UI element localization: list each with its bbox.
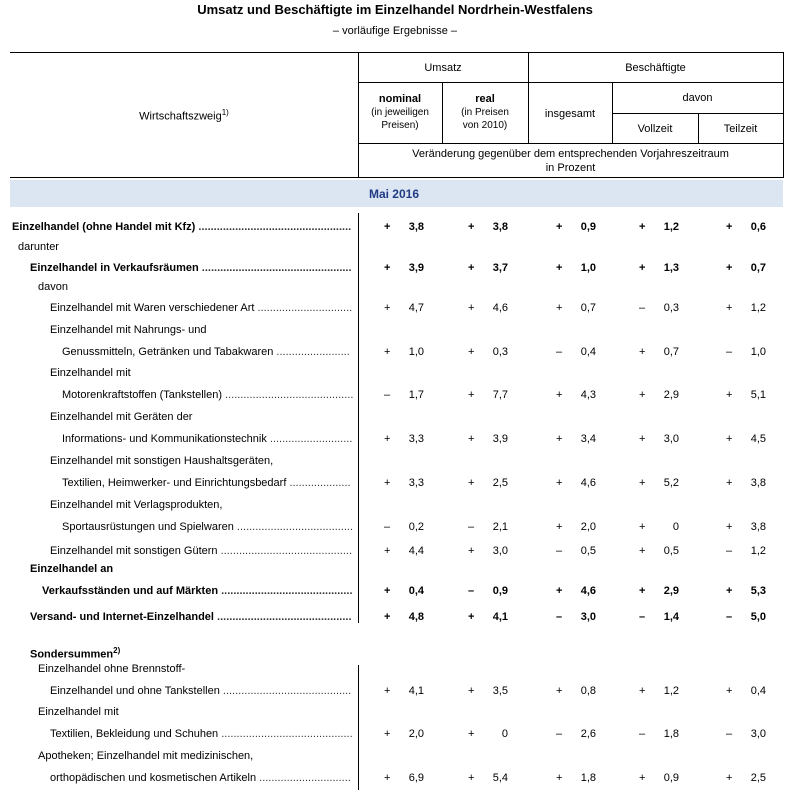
value-cell: – 1,4 — [639, 611, 679, 623]
value-cell: + 4,6 — [468, 302, 508, 314]
header-davon: davon — [682, 92, 713, 104]
value-cell: + 1,2 — [726, 302, 766, 314]
row-label: Einzelhandel mit sonstigen Gütern ........................................... — [50, 545, 353, 557]
page-title: Umsatz und Beschäftigte im Einzelhandel Nordrhein-Westfalens — [197, 2, 593, 17]
dot-leader: .................................................. — [195, 221, 352, 233]
value-cell: – 0,2 — [384, 521, 424, 533]
value-cell: + 2,9 — [639, 389, 679, 401]
value-cell: + 5,4 — [468, 772, 508, 784]
value-cell: – 2,1 — [468, 521, 508, 533]
value-cell: + 1,8 — [556, 772, 596, 784]
value-cell: + 2,5 — [468, 477, 508, 489]
row-label: Motorenkraftstoffen (Tankstellen) .......................................... — [62, 389, 354, 401]
value-cell: + 4,6 — [556, 477, 596, 489]
value-cell: + 2,5 — [726, 772, 766, 784]
value-cell: + 6,9 — [384, 772, 424, 784]
value-cell: + 3,3 — [384, 477, 424, 489]
value-cell: + 1,2 — [639, 685, 679, 697]
value-cell: + 0 — [468, 728, 508, 740]
value-cell: + 1,0 — [556, 262, 596, 274]
row-label: Einzelhandel in Verkaufsräumen ................................................. — [30, 262, 352, 274]
value-cell: + 0,9 — [556, 221, 596, 233]
value-cell: + 3,7 — [468, 262, 508, 274]
value-cell: + 0,7 — [726, 262, 766, 274]
value-cell: – 3,0 — [726, 728, 766, 740]
value-cell: + 5,3 — [726, 585, 766, 597]
value-cell: – 0,5 — [556, 545, 596, 557]
value-cell: + 2,0 — [556, 521, 596, 533]
row-label: Genussmitteln, Getränken und Tabakwaren ........................ — [62, 346, 350, 358]
row-label: Textilien, Heimwerker- und Einrichtungsbedarf .................... — [62, 477, 351, 489]
header-teilzeit: Teilzeit — [723, 123, 758, 135]
row-label: darunter — [18, 241, 59, 253]
header-real: real (in Preisen von 2010) — [461, 93, 509, 131]
row-label-line1: Apotheken; Einzelhandel mit medizinischen, — [38, 750, 254, 762]
value-cell: + 0,9 — [639, 772, 679, 784]
value-cell: + 0,3 — [468, 346, 508, 358]
header-vollzeit: Vollzeit — [637, 123, 673, 135]
value-cell: + 0,7 — [639, 346, 679, 358]
value-cell: + 4,4 — [384, 545, 424, 557]
value-cell: + 3,8 — [726, 477, 766, 489]
row-label: Einzelhandel (ohne Handel mit Kfz) .................................................. — [12, 221, 352, 233]
value-cell: + 2,0 — [384, 728, 424, 740]
dot-leader: ........................................... — [218, 585, 353, 597]
value-cell: – 1,8 — [639, 728, 679, 740]
value-cell: + 3,9 — [384, 262, 424, 274]
header-umsatz: Umsatz — [424, 62, 462, 74]
value-cell: + 0,4 — [726, 685, 766, 697]
value-cell: + 0,5 — [639, 545, 679, 557]
column-divider-2 — [358, 665, 359, 790]
value-cell: + 3,0 — [639, 433, 679, 445]
row-label: Einzelhandel und ohne Tankstellen .......................................... — [50, 685, 352, 697]
value-cell: – 2,6 — [556, 728, 596, 740]
dot-leader: ........................ — [273, 346, 350, 358]
row-label: Textilien, Bekleidung und Schuhen ........................................... — [50, 728, 353, 740]
row-label-line1: Einzelhandel mit — [50, 367, 131, 379]
dot-leader: ............................................ — [213, 611, 352, 623]
value-cell: – 1,7 — [384, 389, 424, 401]
row-label-line1: Einzelhandel mit Nahrungs- und — [50, 324, 207, 336]
column-divider — [358, 213, 359, 623]
value-cell: – 1,2 — [726, 545, 766, 557]
value-cell: + 7,7 — [468, 389, 508, 401]
row-label: Einzelhandel mit Waren verschiedener Art ............................... — [50, 302, 353, 314]
value-cell: – 1,0 — [726, 346, 766, 358]
dot-leader: .......................................... — [221, 389, 354, 401]
value-cell: + 0 — [639, 521, 679, 533]
row-label-line1: Einzelhandel mit — [38, 706, 119, 718]
dot-leader: .......................................... — [219, 685, 352, 697]
row-label-line1: Einzelhandel mit sonstigen Haushaltsgeräten, — [50, 455, 274, 467]
value-cell: + 4,6 — [556, 585, 596, 597]
value-cell: + 4,7 — [384, 302, 424, 314]
header-branch: Wirtschaftszweig$^{1)}$ — [139, 108, 229, 123]
row-label-line1: Einzelhandel an — [30, 563, 114, 575]
row-label: orthopädischen und kosmetischen Artikeln .............................. — [50, 772, 351, 784]
value-cell: + 1,2 — [639, 221, 679, 233]
dot-leader: ...................................... — [233, 521, 354, 533]
dot-leader: ........................................... — [217, 545, 353, 557]
value-cell: + 5,2 — [639, 477, 679, 489]
value-cell: – 3,0 — [556, 611, 596, 623]
page-subtitle: – vorläufige Ergebnisse – — [332, 25, 458, 37]
value-cell: + 1,0 — [384, 346, 424, 358]
value-cell: + 4,3 — [556, 389, 596, 401]
value-cell: + 5,1 — [726, 389, 766, 401]
row-label: davon — [38, 281, 68, 293]
value-cell: + 3,3 — [384, 433, 424, 445]
row-label-line1: Einzelhandel ohne Brennstoff- — [38, 663, 186, 675]
row-label: Informations- und Kommunikationstechnik ........................... — [62, 433, 353, 445]
value-cell: + 4,8 — [384, 611, 424, 623]
dot-leader: ............................... — [254, 302, 353, 314]
value-cell: + 2,9 — [639, 585, 679, 597]
dot-leader: ........................................... — [218, 728, 353, 740]
row-label: Verkaufsständen und auf Märkten ........................................... — [42, 585, 353, 597]
value-cell: + 4,1 — [468, 611, 508, 623]
value-cell: + 0,6 — [726, 221, 766, 233]
value-cell: + 0,8 — [556, 685, 596, 697]
dot-leader: .............................. — [256, 772, 351, 784]
value-cell: + 3,5 — [468, 685, 508, 697]
value-cell: – 5,0 — [726, 611, 766, 623]
value-cell: – 0,9 — [468, 585, 508, 597]
value-cell: + 3,8 — [726, 521, 766, 533]
value-cell: + 1,3 — [639, 262, 679, 274]
value-cell: – 0,4 — [556, 346, 596, 358]
row-label: Sportausrüstungen und Spielwaren ...................................... — [62, 521, 354, 533]
period-label: Mai 2016 — [368, 187, 420, 201]
header-change-note: Veränderung gegenüber dem entsprechenden Vorjahreszeitraum in Prozent — [412, 148, 729, 174]
dot-leader: ................................................. — [198, 262, 352, 274]
value-cell: + 4,5 — [726, 433, 766, 445]
row-label: Versand- und Internet-Einzelhandel ............................................ — [30, 611, 352, 623]
row-label-line1: Einzelhandel mit Geräten der — [50, 411, 193, 423]
value-cell: + 3,8 — [468, 221, 508, 233]
value-cell: – 0,3 — [639, 302, 679, 314]
value-cell: + 0,7 — [556, 302, 596, 314]
value-cell: + 3,4 — [556, 433, 596, 445]
dot-leader: .................... — [286, 477, 351, 489]
header-insgesamt: insgesamt — [544, 108, 596, 120]
header-nominal: nominal (in jeweiligen Preisen) — [371, 93, 429, 131]
row-label: Sondersummen$^{2)}$ — [30, 646, 121, 661]
value-cell: + 3,8 — [384, 221, 424, 233]
value-cell: + 4,1 — [384, 685, 424, 697]
value-cell: + 3,9 — [468, 433, 508, 445]
value-cell: + 3,0 — [468, 545, 508, 557]
header-beschaeftigte: Beschäftigte — [625, 62, 686, 74]
dot-leader: ........................... — [266, 433, 353, 445]
row-label-line1: Einzelhandel mit Verlagsprodukten, — [50, 499, 223, 511]
value-cell: + 0,4 — [384, 585, 424, 597]
